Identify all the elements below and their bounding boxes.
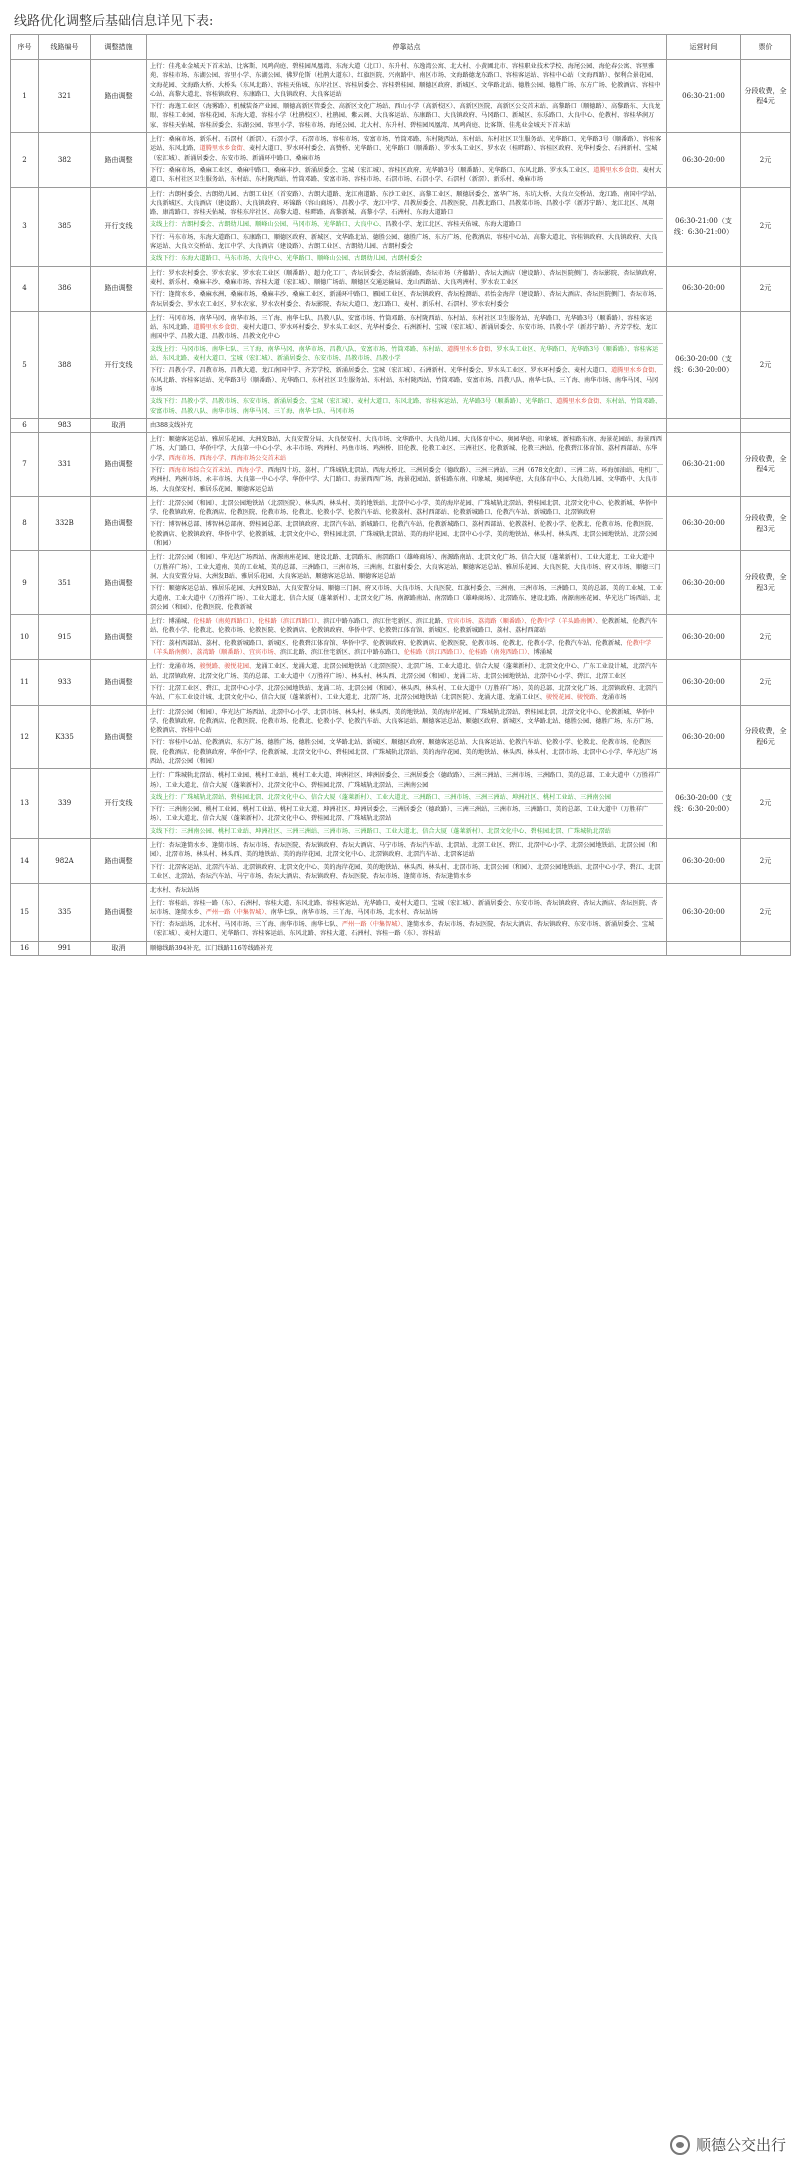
stops-direction-block: [150, 134, 663, 164]
stops-direction-block: [150, 682, 663, 704]
route-code: 385: [39, 187, 91, 266]
operating-time: [667, 941, 741, 955]
adjust-measure: 取消: [91, 941, 147, 955]
stops-direction-block: [150, 840, 663, 861]
adjust-measure: 路由调整: [91, 705, 147, 769]
stops-segment: 上行：马冈市场、南华马冈、南华市场、三丫海、南华七队、昌教八队、安富市场、竹筒邓路、东村陇西站、东村站、东村社区卫生服务站、光华路口、光华路3号（顺番路）、容桂客运站、东风北路、: [150, 314, 653, 332]
header-stops: 停靠站点: [147, 35, 667, 60]
route-code: 335: [39, 884, 91, 941]
stops-direction-block: [150, 552, 663, 582]
stops-segment: 下行：逢简水乡、桑麻水洲、桑麻市场、桑麻丰沙、桑麻工业区、新涌环中路口、雁园工业区、杏坛镇政府、杏坛检测站、君怡金海岸（建设路）、杏坛大酒店、杏坛医院侧门、杏坛市场、杏坛居委会、罗水农工业区、罗水农家、罗水农村委会、杏坛影院、杏坛大道口、龙江路口、麦村、新乐村、石滘村、罗水农村委会: [150, 291, 661, 308]
row-number: 11: [11, 660, 39, 705]
stops-direction-block: [150, 661, 663, 682]
stops-segment: 上行：佳兆业金城天下首末站、比客斯、凤鸣尚庭、碧桂园凤凰湾、东海大道（北口）、东升村、东逸湾公寓、北大村、小黄圃北市、容桂职业技术学校、海尾公园、海伦春公寓、容里雅苑、容桂市场、东湖公园、容里小学、东湖公园、佛罗伦斯（杜鹃大道东）、红旗医院、兴南路中、南区市场、文海路德龙东路口、容桂客运站、容桂中心站（文海西路）、保利合景花园、文海花园、文海路大桥、大桥头（东风北路）、容桂天佑城、东岸社区、容桂居委会、容桂碧桂园、顺德区政府、新城区、文华路北站、德胜公园、德胜广场、东方广场、伦教酒店、容桂中心站、高黎大道北、容桂镇政府、东康路口、大良镇政府、大良客运站: [150, 63, 661, 98]
operating-time: [667, 418, 741, 432]
stops-segment: 上行：古朗村委会、古朗幼儿园、古朗工业区（首安路）、古朗大道路、龙江南道路、东沙工业区、高黎工业区、顺德居委会、富华广场、东坑大桥、大良立交桥站、龙江路、南国中学站、大良新城区、大良酒店（建设路）、大良镇政府、环锦路（容山商场）、昌教小学、龙江中学、昌教居委会、昌教医院、昌教北路口、昌教菜市场、昌教小学（新苏宁路）、龙江北区、凤翔路、康湾路口、容桂天佑城、容桂东岸社区、高黎大道、桂畔路、高黎新城、高黎小学、石洲村、东海大道路口: [150, 190, 661, 217]
table-row: [11, 551, 791, 615]
fare: 2元: [741, 615, 791, 660]
row-number: 13: [11, 769, 39, 839]
route-code: 339: [39, 769, 91, 839]
fare: 2元: [741, 769, 791, 839]
stops-segment-red: 道腾里水乡食街、: [556, 398, 606, 406]
stops-segment-red: 伦教中学（羊头路南侧）、荔湾路（顺番路）、宜宾市场、: [150, 639, 652, 657]
stops-segment: 上行：北滘公园（和园）、华光达广场西站、北滘中心小学、北滘市场、林头村、林头西、美的地铁站、美的海岸花园、广珠城轨北滘站、碧桂园北滘、北滘文化中心、伦教新城、华侨中学、伦教镇政府、伦教酒店、伦教医院、伦教市场、伦教北、伦教小学、伦教汽车站、大良客运站、顺德客运总站、顺德区政府、新城区、文华路北站、德胜公园、德胜广场、东方广场、伦教酒店、容桂中心站: [150, 708, 658, 735]
stops-direction-block: [150, 218, 663, 230]
stops-segment-red: 道腾里水乡食街、: [199, 145, 249, 153]
stops-segment: 滨江北路、滨江住宅新区、滨江中路东路口、: [279, 649, 404, 657]
stops-segment: 下行：马东市场、东海大道路口、东康路口、顺德区政府、新城区、文华路北站、德胜公园、德胜广场、东方广场、伦教酒店、容桂中心站、高黎大道北、容桂镇政府、大良镇政府、大良客运站、大良立交桥站、龙江中学、大良酒店（建设路）、古朗工业区、古朗幼儿园、古朗村委会: [150, 233, 658, 251]
stops-segment-red: 骏悦花园、骏悦路、: [545, 694, 602, 702]
fare: 2元: [741, 884, 791, 941]
header-operating-time: 运营时间: [667, 35, 741, 60]
stops-direction-block: [150, 736, 663, 767]
operating-time: 06:30-20:00: [667, 660, 741, 705]
stops-segment: 下行：北滘工业区、碧江、北滘中心小学、北滘公园地铁站、龙涌二坊、北滘公园（和园）、林头西、林头村、工业大道中（万胜祥广场）、美的总部、北滘文化广场、北滘镇政府、北滘汽车站、广东工业设计城、北滘文化中心、信合大厦（蓬莱新村）、工业大道北、北滘广场、北滘公园地铁站（北滘医院）、龙涌大道、龙涌工业区、: [150, 684, 658, 702]
adjust-measure: 取消: [91, 418, 147, 432]
stops-segment: 上行：龙涌市场、: [150, 663, 200, 671]
adjust-measure: 路由调整: [91, 839, 147, 884]
fare: 分段收费，全程6元: [741, 705, 791, 769]
adjust-measure: 路由调整: [91, 60, 147, 133]
stops-direction-block: [150, 61, 663, 100]
row-number: 15: [11, 884, 39, 941]
operating-time: 06:30-20:00（支线：6:30-20:00）: [667, 311, 741, 418]
table-row: [11, 705, 791, 769]
operating-time: 06:30-21:00: [667, 60, 741, 133]
stops-direction-block: [150, 231, 663, 253]
row-number: 9: [11, 551, 39, 615]
header-route-code: 线路编号: [39, 35, 91, 60]
stops-cell: [147, 705, 667, 769]
operating-time: 06:30-20:00: [667, 266, 741, 311]
row-number: 6: [11, 418, 39, 432]
fare: 2元: [741, 266, 791, 311]
operating-time: 06:30-20:00: [667, 884, 741, 941]
stops-cell: [147, 133, 667, 187]
stops-direction-block: [150, 164, 663, 186]
route-code: 386: [39, 266, 91, 311]
stops-segment: 上行：博涌城、: [150, 618, 194, 626]
stops-direction-block: [150, 518, 663, 549]
stops-segment: 下行：: [150, 466, 169, 474]
stops-cell: [147, 615, 667, 660]
fare: 2元: [741, 660, 791, 705]
table-row: [11, 769, 791, 839]
stops-cell: [147, 418, 667, 432]
stops-cell: [147, 551, 667, 615]
stops-segment: 由388支线补充: [150, 421, 193, 429]
table-header-row: [11, 35, 791, 60]
stops-direction-block: [150, 498, 663, 519]
route-code: 982A: [39, 839, 91, 884]
stops-direction-block: [150, 616, 663, 637]
stops-segment-green: 支线下行：昌教小学、昌教市场、东安市场、新涌居委会、宝城（宏汇城）、麦村大道口、东风北路、容桂客运站、光华路3号（顺番路）、光华路口、: [150, 398, 557, 406]
stops-segment-green: 支线上行：广珠城轨北滘站、碧桂园北滘、北滘文化中心、信合大厦（蓬莱新村）、工业大道北、三洲路口、三洲市场、三洲三洲站、坤洲社区、桃村工业站、三洲南公园: [150, 793, 611, 801]
stops-direction-block: [150, 582, 663, 613]
table-row: [11, 496, 791, 550]
row-number: 16: [11, 941, 39, 955]
fare: [741, 418, 791, 432]
fare: 分段收费，全程3元: [741, 551, 791, 615]
stops-segment: 龙涌市场: [601, 694, 627, 702]
table-row: [11, 433, 791, 497]
stops-direction-block: [150, 637, 663, 659]
table-body: [11, 60, 791, 956]
route-code: 388: [39, 311, 91, 418]
operating-time: 06:30-20:00: [667, 839, 741, 884]
stops-segment: 上行：北滘公园（和园）、华光达广场西站、南源南座花园、建设北路、北滘路东、南滘路口（雄峰商场）、南源路南站、北滘文化广场、信合大厦（蓬莱新村）、工业大道北、工业大道中（万胜祥广场）、工业大道南、美的工业城、美的总部、三洲路口、三洲市场、三洲南、红旗村委会、大良客运站、顺德客运总站、雅居乐花园、大良医院、大良市场、府又市场、顺德三门洞、大良安置分局、大洲发B站、雅居乐花园、大良客运站、顺德客运总站、顺德客运总站: [150, 554, 661, 580]
stops-cell: [147, 660, 667, 705]
stops-segment-green: 支线上行：马冈市场、南华七队、三丫海、南华马冈、南华市场、昌教八队、安富市场、竹筒邓路、东村站、: [150, 345, 447, 353]
stops-segment-red: 伦桂路（滨江西路口）、伦桂路（南苑西路口）、: [403, 649, 534, 657]
operating-time: 06:30-20:00: [667, 133, 741, 187]
row-number: 14: [11, 839, 39, 884]
stops-segment: 麦村大道口、东村社区卫生服务站、东村站、东村陇西站、竹筒邓路、安富市场、容桂市场、石滘市场、石滘小学、石滘村（新滘）、新乐村、桑麻市场: [150, 166, 662, 184]
stops-segment: 上行：顺德客运总站、雅居乐花园、大洲发B站、大良安置分局、大良保安村、大良市场、文华路中、大良幼儿园、大良体育中心、奥园华庭、印象城、新桂路东南、海景花园站、海景西西广场、大门路口、华侨中学、大良第一中心小学、永丰市场、鸡洲村、玛鱼市场、鸡洲桥、旧伦教、伦教工业区、三洲社区、伦教新城、伦教三洲站、伦教碧江体育馆、荔村西部站、东华小学、: [150, 436, 662, 462]
adjust-measure: 路由调整: [91, 884, 147, 941]
route-code: 983: [39, 418, 91, 432]
row-number: 8: [11, 496, 39, 550]
row-number: 4: [11, 266, 39, 311]
adjust-measure: 开行支线: [91, 769, 147, 839]
stops-segment: 博涌城: [533, 649, 553, 657]
operating-time: 06:30-20:00（支线：6:30-20:00）: [667, 769, 741, 839]
table-row: [11, 418, 791, 432]
stops-direction-block: [150, 434, 663, 464]
stops-segment: 下行：博智林总部、博智林总部南、碧桂园总部、北滘镇政府、北滘汽车站、新城路口、伦教汽车站、伦教新城路口、荔村西部站、伦教荔村、伦教小学、伦教北、伦教市场、伦教医院、伦教酒店、伦教镇政府、华侨中学、伦教新城、北滘文化中心、碧桂园北滘、广珠城轨北滘站、美的海岸花园、北滘中心小学、美的地铁站、林头村、林头西、北滘公园地铁站、北滘公园（和园）: [150, 521, 658, 548]
stops-segment-red: 道腾里水乡食街、: [193, 324, 243, 332]
stops-cell: [147, 311, 667, 418]
stops-direction-block: [150, 943, 663, 954]
stops-direction-block: [150, 897, 663, 919]
stops-segment: 下行：海逸工业区（海雾路）、机械装备产业园、顺德高新区管委会、高新区文化广场站、西山小学（高新校区）、高新区医院、高新区公交首末站、高黎路口（顺德路）、高黎路东、大良龙眼、容桂工业园、容桂花园、东海大道、容桂小学（杜鹃校区）、杜鹃园、紫云阁、大良客运站、东康路口、大良镇政府、马冈路口、新城区、东乐路口、大良中心、伦教村、容桂华润万家、容桂天佑城、容桂居委会、东湖公园、容里小学、容桂市场、海尾公园、北大村、东升村、碧桂园凤凰湾、凤鸣尚庭、比客斯、佳兆业金城天下首末站: [150, 103, 661, 129]
stops-segment: 东风北路、容桂客运站、光华路3号（顺番路）、光华路口、东村社区卫生服务站、东村站、东村陇西站、竹筒邓路、安富市场、昌教八队、南华七队、三丫海、南华市场、南华马冈、马冈市场: [150, 376, 659, 393]
fare: 2元: [741, 187, 791, 266]
adjust-measure: 路由调整: [91, 660, 147, 705]
stops-direction-block: [150, 803, 663, 825]
stops-direction-block: [150, 395, 663, 417]
stops-segment-green: 东村站、竹筒邓路、安富市场、昌教八队、南华市场、南华马冈、三丫海、南华七队、马冈市场: [150, 398, 662, 415]
row-number: 2: [11, 133, 39, 187]
stops-segment-red: 道腾里水乡食街、: [593, 166, 643, 174]
route-code: 933: [39, 660, 91, 705]
stops-cell: [147, 60, 667, 133]
stops-segment: 龙涌工业区、龙涌大道、北滘公园地铁站（北滘医院）、北滘广场、工业大道北、信合大厦（蓬莱新村）、北滘文化中心、广东工业设计城、北滘汽车站、北滘镇政府、北滘文化广场、美的总部、工业大道中（万胜祥广场）、林头村、林头西、北滘公园（和园）、龙涌二坊、北滘公园地铁站、北滘中心小学、碧江、北滘工业区: [150, 663, 658, 680]
route-code: 915: [39, 615, 91, 660]
fare: 分段收费，全程4元: [741, 60, 791, 133]
stops-direction-block: [150, 268, 663, 289]
table-row: [11, 660, 791, 705]
stops-segment-red: 严州一路（中集智城）、: [341, 921, 407, 929]
table-row: [11, 266, 791, 311]
stops-segment: 顺德线路394补充，江门线路116等线路补充: [150, 944, 273, 952]
watermark: [670, 2134, 786, 2155]
row-number: 5: [11, 311, 39, 418]
fare: 2元: [741, 839, 791, 884]
wechat-icon: [670, 2135, 690, 2155]
row-number: 10: [11, 615, 39, 660]
table-row: [11, 839, 791, 884]
fare: 2元: [741, 311, 791, 418]
stops-direction-block: [150, 825, 663, 837]
stops-segment-red: 西海市场综合交首末站、西海小学、: [168, 466, 268, 474]
table-row: [11, 187, 791, 266]
fare: 分段收费，全程3元: [741, 496, 791, 550]
operating-time: 06:30-21:00（支线：6:30-21:00）: [667, 187, 741, 266]
operating-time: 06:30-20:00: [667, 615, 741, 660]
operating-time: 06:30-20:00: [667, 496, 741, 550]
page-title: 线路优化调整后基础信息详见下表:: [14, 14, 214, 29]
stops-cell: [147, 839, 667, 884]
stops-segment: 下行：杏坛站场、北水村、马冈市场、三丫海、南华市场、南华七队、: [150, 921, 342, 929]
adjust-measure: 开行支线: [91, 187, 147, 266]
stops-segment-red: 骏悦路、骏悦花园、: [199, 663, 256, 671]
route-code: 351: [39, 551, 91, 615]
stops-direction-block: [150, 464, 663, 495]
adjust-measure: 路由调整: [91, 266, 147, 311]
stops-segment-red: 西海市场、西海小学、西海市场公交首末站: [168, 454, 287, 462]
stops-segment: 上行：北滘公园（和园）、北滘公园地铁站（北滘医院）、林头西、林头村、美的地铁站、北滘中心小学、美的海岸花园、广珠城轨北滘站、碧桂园北滘、北滘文化中心、伦教新城、华侨中学、伦教镇政府、伦教酒店、伦教医院、伦教市场、伦教北、伦教小学、伦教汽车站、伦教荔村、荔村西部站、伦教新城路口、伦教汽车站、新城路口、北滘镇政府: [150, 499, 658, 517]
route-info-table: [10, 34, 791, 956]
stops-segment: 下行：容桂中心站、伦教酒店、东方广场、德胜广场、德胜公园、文华路北站、新城区、顺德区政府、顺德客运总站、大良客运站、伦教汽车站、伦教小学、伦教北、伦教市场、伦教医院、伦教酒店、伦教镇政府、华侨中学、伦教新城、北滘文化中心、碧桂园北滘、广珠城轨北滘站、美的海岸花园、美的地铁站、林头西、林头村、北滘市场、北滘中心小学、华光达广场西站、北滘公园（和园）: [150, 739, 658, 765]
stops-cell: [147, 187, 667, 266]
operating-time: 06:30-20:00: [667, 551, 741, 615]
route-code: 321: [39, 60, 91, 133]
stops-cell: [147, 433, 667, 497]
stops-direction-block: [150, 918, 663, 940]
row-number: 7: [11, 433, 39, 497]
adjust-measure: 路由调整: [91, 433, 147, 497]
stops-direction-block: [150, 313, 663, 343]
stops-direction-block: [150, 364, 663, 395]
route-code: K335: [39, 705, 91, 769]
stops-direction-block: [150, 252, 663, 264]
adjust-measure: 路由调整: [91, 615, 147, 660]
stops-direction-block: [150, 420, 663, 431]
stops-segment-red: 伦桂路（南苑西路口）、伦桂路（滨江西路口）、: [193, 618, 324, 626]
stops-direction-block: [150, 791, 663, 803]
stops-cell: [147, 941, 667, 955]
stops-segment: 逢简水乡、杏坛市场、杏坛医院、杏坛大酒店、杏坛镇政府、东安市场、新涌居委会、宝城（宏汇城）、麦村大道口、光华路口、容桂客运站、东风北路、容桂大道、石洲村、容桂一路（东）、容桂站: [150, 921, 655, 938]
stops-segment: 上行：容桂站、容桂一路（东）、石洲村、容桂大道、东风北路、容桂客运站、光华路口、麦村大道口、宝城（宏汇城）、新涌居委会、东安市场、杏坛镇政府、杏坛大酒店、杏坛医院、杏坛市场、逢简水乡、: [150, 899, 658, 916]
stops-direction-block: [150, 770, 663, 791]
operating-time: 06:30-20:00: [667, 705, 741, 769]
header-fare: 票价: [741, 35, 791, 60]
stops-segment: 下行：顺德客运总站、雅居乐花园、大洲发B站、大良安置分局、顺德三门洞、府又市场、大良市场、大良医院、红旗村委会、三洲南、三洲市场、三洲路口、美的总部、美的工业城、工业大道南、工业大道中（万胜祥广场）、工业大道北、信合大厦（蓬莱新村）、北滘文化广场、南源路南站、南滘路口（雄峰商场）、北滘路东、建设北路、南源南座花园、华光达广场西站、北滘公园（和园）、伦教医院、伦教新城: [150, 585, 662, 611]
fare: 分段收费，全程4元: [741, 433, 791, 497]
watermark-text: 顺德公交出行: [695, 2136, 786, 2154]
stops-segment: 西海四十坊、荔村、广珠城轨北滘站、西海大桥北、三洲居委会（德政路）、三洲三洲站、三洲（678文化街）、三洲二坊、环海加油站、电机厂、鸡洲村、鸡洲市场、永丰市场、大良第一中心小学、华侨中学、大门路口、海景西西广场、海景花园站、新桂路东南、印象城、奥园华庭、大良体育中心、大良幼儿园、文华路中、大良市场、大良保安村、雅居乐花园、顺德客运总站: [150, 466, 663, 493]
table-row: [11, 941, 791, 955]
route-code: 991: [39, 941, 91, 955]
stops-segment-red: 宜宾市场、荔湾路（顺番路）、伦教中学（羊头路南侧）、: [447, 618, 602, 626]
stops-segment: 上行：罗水农村委会、罗水农家、罗水农工业区（顺番路）、超力化工厂、杏坛居委会、杏坛新涌路、杏坛市场（齐藤路）、杏坛大酒店（建设路）、杏坛医院侧门、杏坛影院、杏坛镇政府、麦村、新乐村、桑麻丰沙、桑麻市场、容桂大道（宏汇城）、顺德广场站、顺德区交通运输局、龙山西路站、大良鸡洲村、罗水农工业区: [150, 269, 661, 286]
stops-segment-red: 道腾里水乡食街、: [610, 367, 661, 375]
stops-direction-block: [150, 343, 663, 365]
table-row: [11, 615, 791, 660]
stops-segment-red: 严州一路（中集智城）、: [205, 908, 271, 916]
table-row: [11, 884, 791, 941]
stops-segment: 下行：桑麻市场、桑麻工业区、桑麻中路口、桑麻丰沙、新涌居委会、宝城（宏汇城）、容桂区政府、光华路3号（顺番路）、光华路口、东风北路、罗水头工业区、: [150, 166, 594, 174]
operating-time: 06:30-21:00: [667, 433, 741, 497]
header-measure: 调整措施: [91, 35, 147, 60]
stops-segment: 下行：北滘客运站、北滘汽车站、北滘镇政府、北滘文化中心、美的海岸花园、美的地铁站、林头西、林头村、北滘市场、北滘公园（和园）、北滘公园地铁站、北滘中心小学、碧江、北滘工业区、北滘站、杏坛汽车站、马宁市场、杏坛大酒店、杏坛镇政府、杏坛医院、杏坛市场、逢简市场、杏坛逢简水乡: [150, 863, 661, 880]
stops-segment: 上行：广珠城轨北滘站、桃村工业园、桃村工业站、桃村工业大道、坤洲社区、坤洲居委会、三洲居委会（德政路）、三洲三洲站、三洲市场、三洲路口、美的总部、工业大道中（万胜祥广场）、工业大道北、信合大厦（蓬莱新村）、北滘文化中心、碧桂园北滘、广珠城轨北滘站、三洲南公园: [150, 772, 661, 789]
stops-segment: 伦教新城、伦教汽车站、伦教小学、伦教北、伦教市场、伦教医院、伦教酒店、伦教镇政府、华侨中学、伦教碧江体育馆、新城区、伦教新城路口、荔村、荔村西部站: [150, 618, 658, 635]
stops-segment: 下行：荔村西部站、荔村、伦教新城路口、新城区、伦教碧江体育馆、华侨中学、伦教镇政府、伦教酒店、伦教医院、伦教市场、伦教北、伦教小学、伦教汽车站、伦教新城、: [150, 639, 627, 647]
stops-segment: 北水村、杏坛站场: [150, 887, 200, 895]
stops-segment: 下行：昌教小学、昌教市场、昌教大道、龙江南国中学、齐芳学校、新涌居委会、宝城（宏汇城）、石洲新村、光华村委会、罗水头工业区、罗水环村委会、麦村大道口、: [150, 367, 611, 375]
row-number: 12: [11, 705, 39, 769]
stops-segment: 昌教小学、龙江北区、容桂天佑城、东海大道路口: [385, 221, 522, 229]
stops-cell: [147, 884, 667, 941]
stops-segment-green: 支线上行：古朗村委会、古朗幼儿园、顺峰山公园、马冈市场、光华路口、大良中心、: [150, 221, 386, 229]
stops-segment: 麦村大道口、罗水环村委会、罗水头工业区、光华村委会、石洲新村、宝城（宏汇城）、新涌居委会、东安市场、昌教小学（新苏宁路）、齐芳学校、龙江南国中学、昌教大道、昌教市场、昌教文化中心: [150, 324, 658, 341]
adjust-measure: 路由调整: [91, 551, 147, 615]
fare: [741, 941, 791, 955]
adjust-measure: 路由调整: [91, 133, 147, 187]
fare: 2元: [741, 133, 791, 187]
stops-segment-red: 道腾里水乡食街、: [447, 345, 497, 353]
stops-segment-green: 支线下行：三洲南公园、桃村工业站、坤洲社区、三洲三洲站、三洲市场、三洲路口、工业大道北、信合大厦（蓬莱新村）、北滘文化中心、碧桂园北滘、广珠城轨北滘站: [150, 827, 611, 835]
stops-direction-block: [150, 100, 663, 131]
stops-cell: [147, 769, 667, 839]
row-number: 1: [11, 60, 39, 133]
stops-segment-green: 支线下行：东海大道路口、马东市场、大良中心、光华路口、顺峰山公园、古朗幼儿园、古朗村委会: [150, 255, 423, 263]
stops-direction-block: [150, 707, 663, 737]
stops-segment: 上行：杏坛逢简水乡、逢简市场、杏坛市场、杏坛医院、杏坛镇政府、杏坛大酒店、马宁市场、杏坛汽车站、北滘站、北滘工业区、碧江、北滘中心小学、北滘公园地铁站、北滘公园（和园）、北滘市场、林头村、林头西、美的地铁站、美的海岸花园、北滘文化中心、北滘镇政府、北滘汽车站、北滘客运站: [150, 842, 658, 859]
route-code: 382: [39, 133, 91, 187]
table-row: [11, 60, 791, 133]
row-number: 3: [11, 187, 39, 266]
table-row: [11, 311, 791, 418]
adjust-measure: 开行支线: [91, 311, 147, 418]
adjust-measure: 路由调整: [91, 496, 147, 550]
route-code: 331: [39, 433, 91, 497]
stops-segment: 上行：桑麻市场、新乐村、石滘村（新滘）、石滘小学、石滘市场、容桂市场、安富市场、竹筒邓路、东村陇西站、东村站、东村社区卫生服务站、光华路口、光华路3号（顺番路）、容桂客运站、东风北路、: [150, 136, 662, 153]
stops-cell: [147, 496, 667, 550]
stops-segment: 麦村大道口、罗水环村委会、高赞桥、光华路口、光华路口（顺番路）、罗水头工业区、罗水农（桂畔路）、容桂区政府、光华村委会、石洲新村、宝城（宏汇城）、新涌居委会、东安市场、新涌环中路口、桑麻市场: [150, 145, 658, 162]
stops-direction-block: [150, 288, 663, 310]
stops-segment-green: 罗水头工业区、光华路口、光华路3号（顺番路）、容桂客运站、东风北路、麦村大道口、宝城（宏汇城）、新涌居委会、东安市场、昌教市场、昌教小学: [150, 345, 659, 363]
stops-segment: 下行：三洲南公园、桃村工业园、桃村工业站、桃村工业大道、坤洲社区、坤洲居委会、三洲居委会（德政路）、三洲三洲站、三洲市场、三洲路口、美的总部、工业大道中（万胜祥广场）、工业大道北、信合大厦（蓬莱新村）、北滘文化中心、碧桂园北滘、广珠城轨北滘站: [150, 806, 649, 823]
stops-direction-block: [150, 189, 663, 219]
stops-segment: 南华七队、南华市场、三丫海、马冈市场、北水村、杏坛站场: [270, 908, 438, 916]
stops-direction-block: [150, 885, 663, 896]
stops-cell: [147, 266, 667, 311]
route-code: 332B: [39, 496, 91, 550]
stops-segment: 滨江中路东路口、滨江住宅新区、滨江北路、: [323, 618, 447, 626]
stops-direction-block: [150, 861, 663, 883]
header-no: 序号: [11, 35, 39, 60]
table-row: [11, 133, 791, 187]
